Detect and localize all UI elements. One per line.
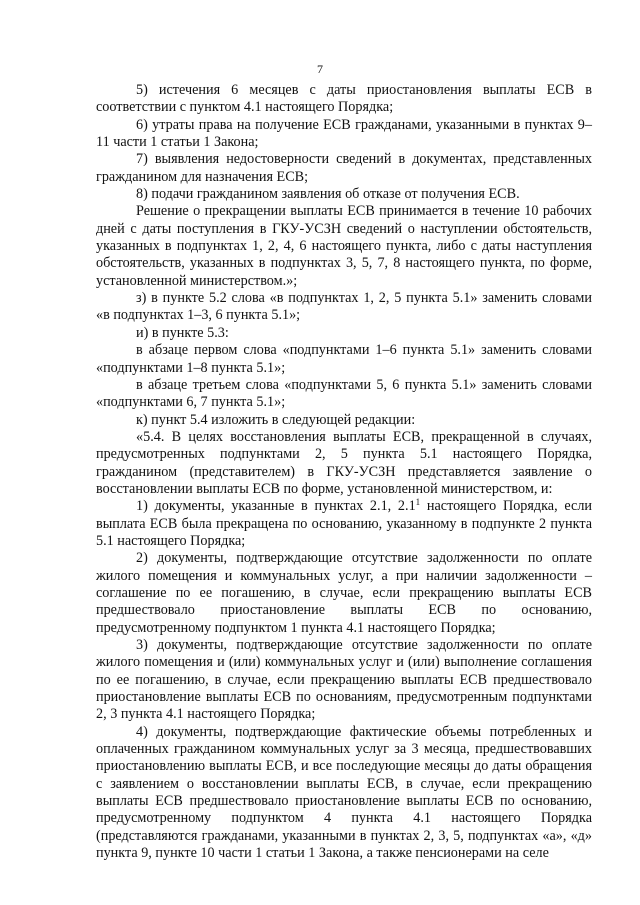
item1-superscript: 1: [415, 497, 421, 508]
paragraph-item-6: 6) утраты права на получение ЕСВ гражданами, указанными в пунктах 9–11 части 1 статьи 1 Закона;: [96, 116, 592, 151]
paragraph-item-8: 8) подачи гражданином заявления об отказе от получения ЕСВ.: [136, 186, 520, 203]
paragraph-item-7: 7) выявления недостоверности сведений в документах, представленных гражданином для назначения ЕСВ;: [96, 151, 592, 185]
paragraph-item-5: 5) истечения 6 месяцев с даты приостановления выплаты ЕСВ в соответствии с пунктом 4.1 настоящего Порядка;: [96, 82, 592, 116]
paragraph-5-4-item-3: 3) документы, подтверждающие отсутствие задолженности по оплате жилого помещения и (или) коммунальных услуг и (или) выполнение соглашения по ее погашению, в случае, если прекращению выплаты ЕСВ предшествовало приостановление выплаты ЕСВ по основаниям, предусмотренным подпунктами 2, 3 пункта 4.1 настоящего Порядка;: [96, 637, 592, 723]
item1-text-after: настоящего Порядка, если выплата ЕСВ была прекращена по основанию, указанному в подпункте 2 пункта 5.1 настоящего Порядка;: [96, 498, 592, 549]
paragraph-termination-decision: Решение о прекращении выплаты ЕСВ принимается в течение 10 рабочих дней с даты поступления в ГКУ-УСЗН сведений о наступлении обстоятельств, указанных в подпунктах 1, 2, 4, 6 настоящего пункта, либо с даты наступления обстоятельств, указанных в подпунктах 3, 5, 7, 8 настоящего пункта, по форме, установленной министерством.»;: [96, 203, 592, 289]
item1-text-before: 1) документы, указанные в пунктах 2.1, 2.1: [136, 498, 416, 515]
paragraph-5-4-item-2: 2) документы, подтверждающие отсутствие задолженности по оплате жилого помещения и коммунальных услуг, а при наличии задолженности – соглашение по ее погашению, в случае, если прекращению выплаты ЕСВ предшествовало приостановление выплаты ЕСВ по основанию, предусмотренному подпунктом 1 пункта 4.1 настоящего Порядка;: [96, 550, 592, 636]
paragraph-amendment-i: и) в пункте 5.3:: [136, 324, 229, 341]
paragraph-5-4: «5.4. В целях восстановления выплаты ЕСВ, прекращенной в случаях, предусмотренных подпунктами 2, 5 пункта 5.1 настоящего Порядка, гражданином (представителем) в ГКУ-УСЗН представляется заявление о восстановлении выплаты ЕСВ по форме, установленной министерством, и:: [96, 428, 592, 497]
paragraph-third-abzac: в абзаце третьем слова «подпунктами 5, 6 пункта 5.1» заменить словами «подпунктами 6, 7 пункта 5.1»;: [96, 376, 592, 411]
paragraph-5-4-item-4: 4) документы, подтверждающие фактические объемы потребленных и оплаченных гражданином коммунальных услуг за 3 месяца, предшествовавших приостановлению выплаты ЕСВ, и все последующие месяцы до даты обращения с заявлением о восстановлении выплаты ЕСВ, в случае, если прекращению выплаты ЕСВ предшествовало приостановление выплаты ЕСВ по основанию, предусмотренному подпунктом 4 пункта 4.1 настоящего Порядка (представляются гражданами, указанными в пунктах 2, 3, 5, подпунктах «а», «д» пункта 9, пункте 10 части 1 статьи 1 Закона, а также пенсионерами на селе: [96, 723, 592, 862]
paragraph-amendment-k: к) пункт 5.4 изложить в следующей редакции:: [136, 411, 416, 428]
page-number: 7: [317, 62, 323, 76]
paragraph-amendment-z: з) в пункте 5.2 слова «в подпунктах 1, 2, 5 пункта 5.1» заменить словами «в подпунктах 1–3, 6 пункта 5.1»;: [96, 290, 592, 324]
paragraph-first-abzac: в абзаце первом слова «подпунктами 1–6 пункта 5.1» заменить словами «подпунктами 1–8 пункта 5.1»;: [96, 342, 592, 376]
paragraph-5-4-item-1: [96, 498, 592, 550]
document-body: [96, 82, 592, 862]
